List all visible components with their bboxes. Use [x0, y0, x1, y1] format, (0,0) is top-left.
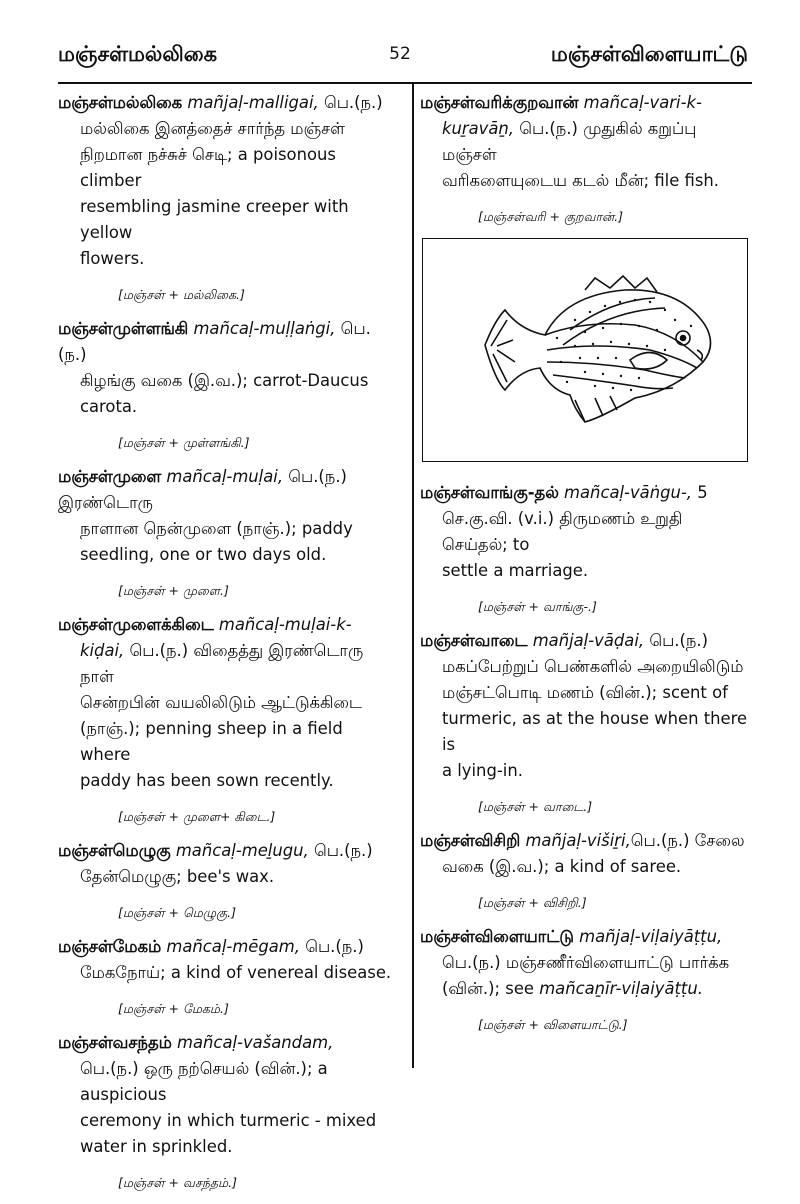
transliteration: mañjaḷ-višiṟi, [525, 831, 631, 850]
dictionary-entry [58, 838, 398, 922]
headword: மஞ்சள்வரிக்குறவான் [420, 93, 579, 112]
definition-text: மகப்பேற்றுப் பெண்களில் அறையிலிடும் [442, 657, 744, 676]
definition-text: பெ.(ந.) மஞ்சணீர்விளையாட்டு பார்க்க [442, 953, 730, 972]
definition-text: settle a marriage. [442, 561, 589, 580]
definition-text: சென்றபின் வயலிலிடும் ஆட்டுக்கிடை [80, 693, 362, 712]
entry-headline [420, 90, 752, 116]
entry-text [58, 90, 398, 272]
left-column [58, 90, 398, 1204]
etymology: [மஞ்சள் + முளை.] [118, 583, 229, 598]
definition-text: seedling, one or two days old. [80, 545, 327, 564]
entry-headline [58, 90, 398, 116]
definition-text: water in sprinkled. [80, 1137, 233, 1156]
entry-text [58, 1030, 398, 1160]
entry-headline [420, 480, 752, 506]
definition-text: பெ.(ந.) [58, 319, 371, 364]
entry-definition-line [420, 506, 752, 558]
entry-definition-line [58, 116, 398, 142]
entry-headline [58, 464, 398, 516]
entry-definition-line [58, 1056, 398, 1108]
entry-definition-line [58, 638, 398, 690]
fish-illustration-frame [422, 238, 748, 462]
dictionary-entry [420, 628, 752, 816]
entry-definition-line [58, 864, 398, 890]
dictionary-entry [58, 316, 398, 452]
definition-text: பெ.(ந.) சேலை [630, 831, 745, 850]
entry-text [420, 480, 752, 584]
definition-text: நாளான நென்முளை (நாஞ்.); paddy [80, 519, 353, 538]
entry-definition-line [58, 194, 398, 246]
etymology: [மஞ்சள் + மேகம்.] [118, 1001, 229, 1016]
transliteration: mañjaḷ-malligai, [187, 93, 319, 112]
running-header-right: மஞ்சள்விளையாட்டு [550, 42, 748, 66]
entry-definition-line [58, 246, 398, 272]
page-number: 52 [389, 44, 411, 64]
transliteration: mañjaḷ-vāḍai, [532, 631, 645, 650]
entry-text [58, 316, 398, 420]
column-divider [412, 84, 414, 1068]
definition-text: மஞ்சட்பொடி மணம் (வின்.); scent of [442, 683, 728, 702]
entry-definition-line [58, 516, 398, 542]
headword: மஞ்சள்விளையாட்டு [420, 927, 574, 946]
dictionary-entry [420, 828, 752, 912]
dictionary-entry [58, 464, 398, 600]
definition-text: பெ.(ந.) இரண்டொரு [58, 467, 347, 512]
headword: மஞ்சள்முளை [58, 467, 162, 486]
etymology: [மஞ்சள் + முளை+ கிடை.] [118, 809, 276, 824]
entry-definition-line [420, 758, 752, 784]
definition-text: paddy has been sown recently. [80, 771, 334, 790]
definition-text: மேகநோய்; a kind of venereal disease. [80, 963, 392, 982]
entry-definition-line [420, 680, 752, 706]
entry-definition-line [420, 976, 752, 1002]
running-header-left: மஞ்சள்மல்லிகை [58, 42, 218, 66]
transliteration: kuṟavāṉ, [442, 119, 515, 138]
etymology: [மஞ்சள் + விளையாட்டு.] [478, 1017, 628, 1032]
entry-headline [58, 612, 398, 638]
entry-text [58, 934, 398, 986]
definition-text: (வின்.); see [442, 979, 534, 998]
dictionary-entry [58, 934, 398, 1018]
definition-text: பெ.(ந.) [300, 937, 364, 956]
definition-text: பெ.(ந.) [318, 93, 383, 112]
definition-text: turmeric, as at the house when there is [442, 709, 748, 754]
dictionary-entry [420, 480, 752, 616]
headword: மஞ்சள்மேகம் [58, 937, 162, 956]
definition-text: a lying-in. [442, 761, 523, 780]
etymology: [மஞ்சள் + வாங்கு-.] [478, 599, 597, 614]
definition-text: (நாஞ்.); penning sheep in a field where [80, 719, 343, 764]
headword: மஞ்சள்வாடை [420, 631, 528, 650]
entry-definition-line [420, 654, 752, 680]
definition-text: நிறமான நச்சுச் செடி; a poisonous climber [80, 145, 336, 190]
entry-definition-line [58, 542, 398, 568]
entry-definition-line [420, 116, 752, 168]
entry-definition-line [420, 168, 752, 194]
entry-text [420, 924, 752, 1002]
dictionary-entry [58, 90, 398, 304]
etymology: [மஞ்சள் + வாடை.] [478, 799, 593, 814]
headword: மஞ்சள்விசிறி [420, 831, 521, 850]
transliteration: mañcaḷ-muḷai, [166, 467, 284, 486]
dictionary-entry [58, 1030, 398, 1192]
definition-text: பெ.(ந.) [308, 841, 373, 860]
entry-text [420, 90, 752, 194]
entry-definition-line [58, 690, 398, 716]
entry-text [58, 464, 398, 568]
etymology: [மஞ்சள்வரி + குறவான்.] [478, 209, 623, 224]
definition-text: தேன்மெழுகு; bee's wax. [80, 867, 275, 886]
headword: மஞ்சள்வாங்கு-தல் [420, 483, 559, 502]
transliteration: mañcaḷ-muḷai-k- [218, 615, 352, 634]
entry-definition-line [58, 1108, 398, 1134]
definition-text: வரிகளையுடைய கடல் மீன்; file fish. [442, 171, 719, 190]
definition-text: carota. [80, 397, 138, 416]
transliteration: kiḍai, [80, 641, 125, 660]
entry-text [420, 628, 752, 784]
entry-headline [420, 628, 752, 654]
fish-illustration-icon [435, 250, 735, 450]
entry-definition-line [420, 854, 752, 880]
dictionary-entry [58, 612, 398, 826]
entry-definition-line [420, 558, 752, 584]
entry-definition-line [58, 142, 398, 194]
etymology: [மஞ்சள் + விசிறி.] [478, 895, 587, 910]
definition-text: resembling jasmine creeper with yellow [80, 197, 349, 242]
headword: மஞ்சள்மெழுகு [58, 841, 171, 860]
entry-definition-line [420, 950, 752, 976]
headword: மஞ்சள்முளைக்கிடை [58, 615, 214, 634]
headword: மஞ்சள்வசந்தம் [58, 1033, 172, 1052]
definition-text: பெ.(ந.) ஒரு நற்செயல் (வின்.); a auspicious [80, 1059, 328, 1104]
entry-text [58, 612, 398, 794]
definition-text: flowers. [80, 249, 145, 268]
entry-definition-line [58, 368, 398, 394]
etymology: [மஞ்சள் + மெழுகு.] [118, 905, 237, 920]
dictionary-entry [420, 924, 752, 1034]
transliteration: mañcaḷ-mēgam, [166, 937, 300, 956]
entry-definition-line [58, 960, 398, 986]
entry-headline [420, 924, 752, 950]
entry-definition-line [420, 706, 752, 758]
entry-text [420, 828, 752, 880]
entry-headline [58, 838, 398, 864]
definition-text: வகை (இ.வ.); a kind of saree. [442, 857, 682, 876]
entry-definition-line [58, 716, 398, 768]
transliteration: mañcaṉīr-viḷaiyāṭṭu. [539, 979, 703, 998]
entry-headline [58, 1030, 398, 1056]
definition-text: செ.கு.வி. (v.i.) திருமணம் உறுதி செய்தல்; to [442, 509, 683, 554]
etymology: [மஞ்சள் + வசந்தம்.] [118, 1175, 237, 1190]
definition-text: மல்லிகை இனத்தைச் சார்ந்த மஞ்சள் [80, 119, 345, 138]
entry-definition-line [58, 1134, 398, 1160]
transliteration: mañcaḷ-muḷḷaṅgi, [193, 319, 336, 338]
entry-headline [58, 934, 398, 960]
etymology: [மஞ்சள் + முள்ளங்கி.] [118, 435, 250, 450]
header-rule [58, 82, 752, 84]
definition-text: பெ.(ந.) விதைத்து இரண்டொரு நாள் [80, 641, 364, 686]
entry-definition-line [58, 394, 398, 420]
definition-text: கிழங்கு வகை (இ.வ.); carrot-Daucus [80, 371, 369, 390]
entry-definition-line [58, 768, 398, 794]
entry-headline [420, 828, 752, 854]
entry-text [58, 838, 398, 890]
transliteration: mañcaḷ-meḻugu, [175, 841, 309, 860]
transliteration: mañcaḷ-vari-k- [583, 93, 702, 112]
headword: மஞ்சள்முள்ளங்கி [58, 319, 189, 338]
etymology: [மஞ்சள் + மல்லிகை.] [118, 287, 245, 302]
definition-text: 5 [692, 483, 708, 502]
entry-headline [58, 316, 398, 368]
right-column [420, 90, 752, 1046]
definition-text: ceremony in which turmeric - mixed [80, 1111, 377, 1130]
transliteration: mañcaḷ-vāṅgu-, [564, 483, 693, 502]
headword: மஞ்சள்மல்லிகை [58, 93, 183, 112]
definition-text: பெ.(ந.) முதுகில் கறுப்பு மஞ்சள் [442, 119, 697, 164]
definition-text: பெ.(ந.) [644, 631, 708, 650]
transliteration: mañcaḷ-vašandam, [177, 1033, 334, 1052]
dictionary-entry [420, 90, 752, 226]
transliteration: mañjaḷ-viḷaiyāṭṭu, [579, 927, 723, 946]
